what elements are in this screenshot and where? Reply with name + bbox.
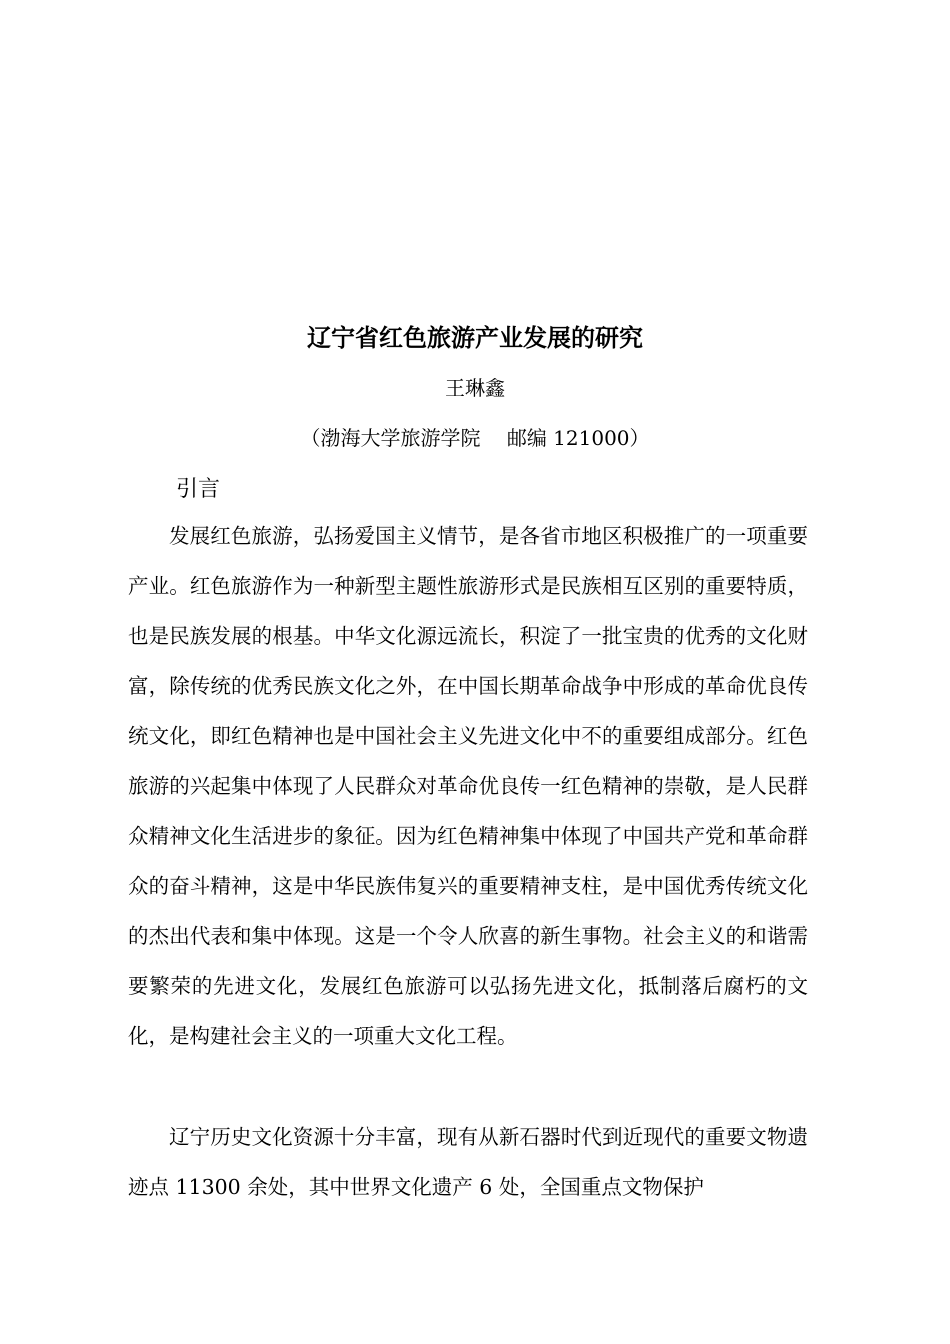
paragraph: 辽宁历史文化资源十分丰富，现有从新石器时代到近现代的重要文物遗迹点 11300 余处，其中世界文化遗产 6 处，全国重点文物保护 xyxy=(128,1125,808,1199)
author-name: 王琳鑫 xyxy=(445,376,505,400)
document-title: 辽宁省红色旅游产业发展的研究 xyxy=(307,324,643,352)
author-affiliation: （渤海大学旅游学院 邮编 121000） xyxy=(300,426,650,450)
section-heading: 引言 xyxy=(176,477,221,502)
paragraph: 发展红色旅游，弘扬爱国主义情节，是各省市地区积极推广的一项重要产业。红色旅游作为一种新型主题性旅游形式是民族相互区别的重要特质，也是民族发展的根基。中华文化源远流长，积淀了一批宝贵的优秀的文化财富，除传统的优秀民族文化之外，在中国长期革命战争中形成的革命优良传统文化，即红色精神也是中国社会主义先进文化中不的重要组成部分。红色旅游的兴起集中体现了人民群众对革命优良传一红色精神的崇敬，是人民群众精神文化生活进步的象征。因为红色精神集中体现了中国共产党和革命群众的奋斗精神，这是中华民族伟复兴的重要精神支柱，是中国优秀传统文化的杰出代表和集中体现。这是一个令人欣喜的新生事物。社会主义的和谐需要繁荣的先进文化，发展红色旅游可以弘扬先进文化，抵制落后腐朽的文化，是构建社会主义的一项重大文化工程。 xyxy=(128,524,808,1048)
